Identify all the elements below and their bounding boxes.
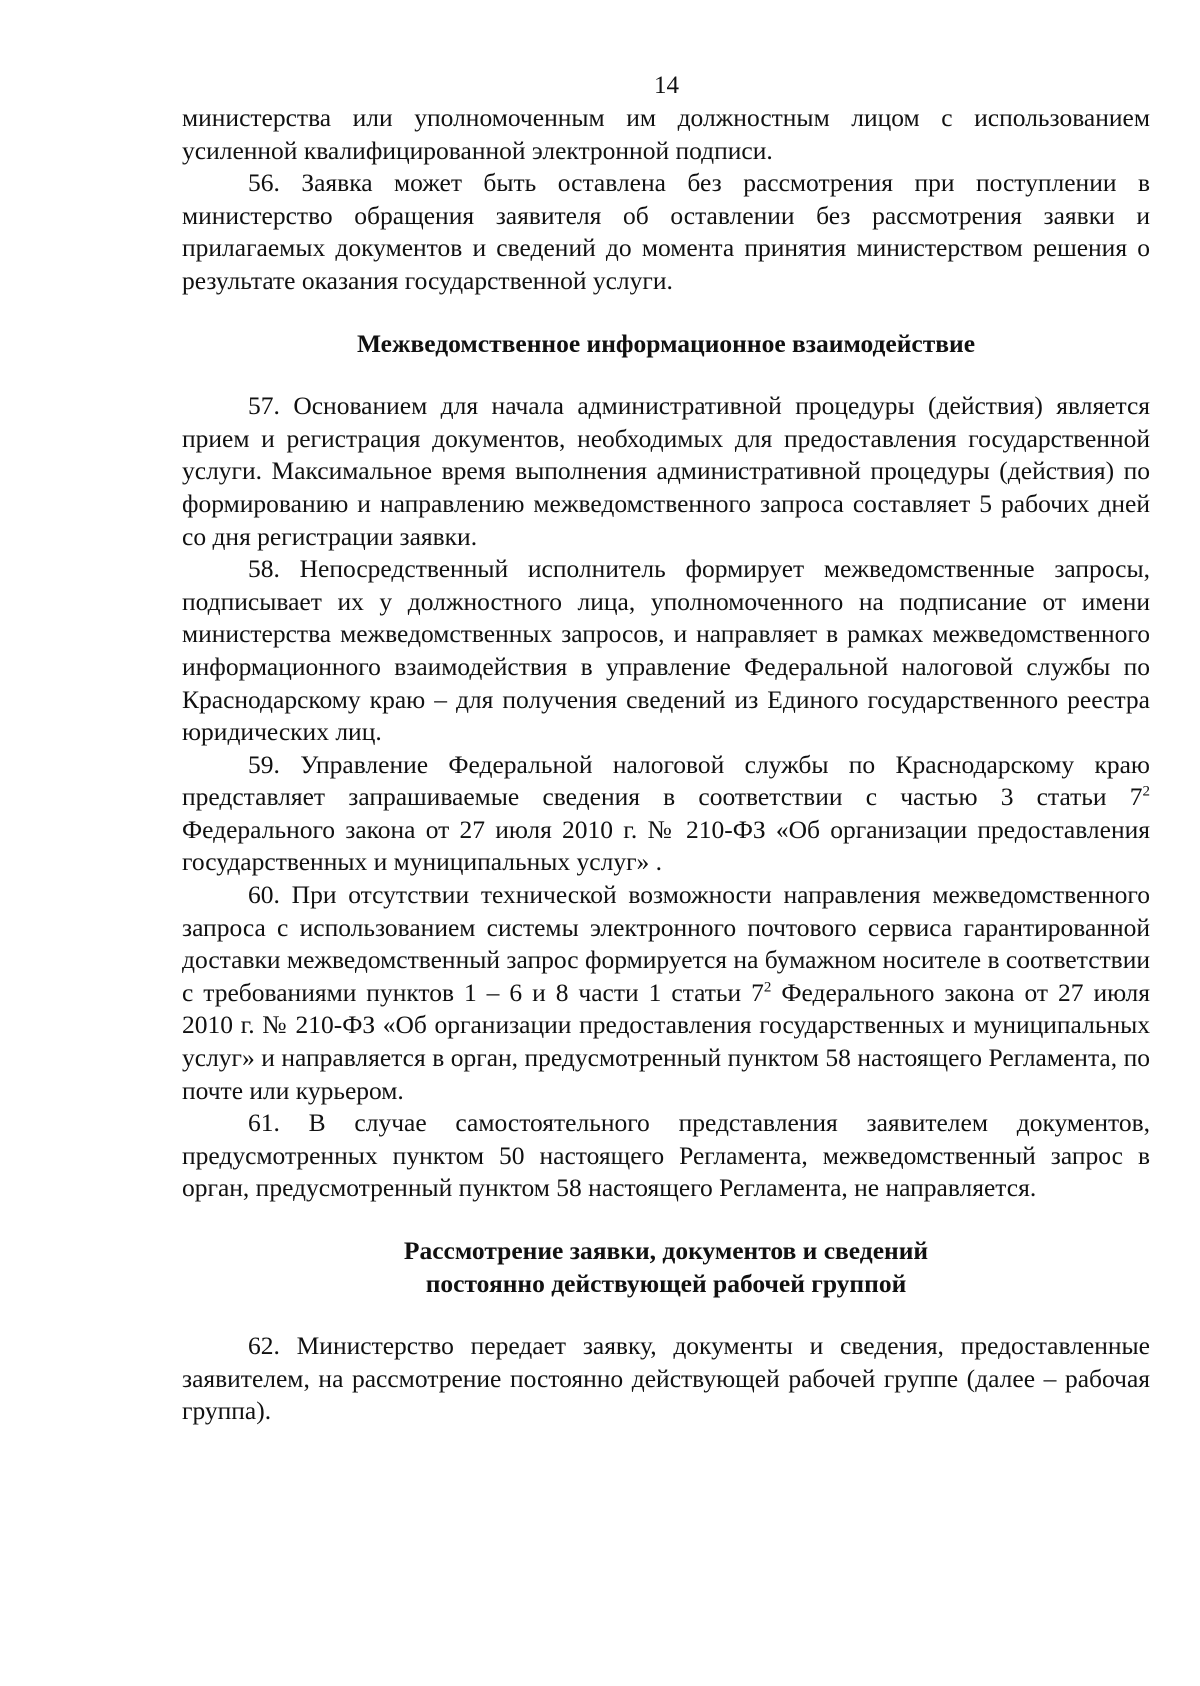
page-number: 14 <box>654 72 679 99</box>
paragraph-60 <box>182 879 1150 1107</box>
paragraph-57: 57. Основанием для начала административной процедуры (действия) является прием и регистрация документов, необходимых для предоставления государственной услуги. Максимальное время выполнения административной процедуры (действия) по формированию и направлению межведомственного запроса составляет 5 рабочих дней со дня регистрации заявки. <box>182 391 1150 551</box>
paragraph-60-text-2: Федерального закона от 27 июля 2010 г. № 210-ФЗ «Об организации предоставления государственных и муниципальных услуг» и направляется в орган, предусмотренный пунктом 58 настоящего Регламента, по почте или курьером. <box>182 977 1150 1105</box>
paragraph-60-text-1: 60. При отсутствии технической возможности направления межведомственного запроса с использованием системы электронного почтового сервиса гарантированной доставки межведомственный запрос формируется на бумажном носителе в соответствии с требованиями пунктов 1 – 6 и 8 части 1 статьи 7 <box>182 880 1150 1007</box>
paragraph-58: 58. Непосредственный исполнитель формирует межведомственные запросы, подписывает их у должностного лица, уполномоченного на подписание от имени министерства межведомственных запросов, и направляет в рамках межведомственного информационного взаимодействия в управление Федеральной налоговой службы по Краснодарскому краю – для получения сведений из Единого государственного реестра юридических лиц. <box>182 554 1150 747</box>
superscript: 2 <box>763 979 772 996</box>
paragraph-continuation: министерства или уполномоченным им должностным лицом с использованием усиленной квалифицированной электронной подписи. <box>182 103 1150 165</box>
section-heading-interagency: Межведомственное информационное взаимодействие <box>356 328 976 358</box>
section-heading-review <box>182 1235 1150 1300</box>
superscript: 2 <box>1142 783 1150 800</box>
section-heading-review-line-2: постоянно действующей рабочей группой <box>425 1268 907 1298</box>
paragraph-59-text-1: 59. Управление Федеральной налоговой службы по Краснодарскому краю представляет запрашиваемые сведения в соответствии с частью 3 статьи 7 <box>182 749 1150 812</box>
paragraph-61: 61. В случае самостоятельного представления заявителем документов, предусмотренных пунктом 50 настоящего Регламента, межведомственный запрос в орган, предусмотренный пунктом 58 настоящего Регламента, не направляется. <box>182 1108 1150 1203</box>
paragraph-62: 62. Министерство передает заявку, документы и сведения, предоставленные заявителем, на рассмотрение постоянно действующей рабочей группе (далее – рабочая группа). <box>182 1331 1150 1426</box>
paragraph-56: 56. Заявка может быть оставлена без рассмотрения при поступлении в министерство обращения заявителя об оставлении без рассмотрения заявки и прилагаемых документов и сведений до момента принятия министерством решения о результате оказания государственной услуги. <box>182 168 1150 295</box>
paragraph-59-text-2: Федерального закона от 27 июля 2010 г. № 210-ФЗ «Об организации предоставления государственных и муниципальных услуг» . <box>182 814 1150 877</box>
section-heading-review-line-1: Рассмотрение заявки, документов и сведений <box>403 1236 929 1265</box>
document-page <box>182 70 1150 1428</box>
paragraph-59 <box>182 749 1150 879</box>
